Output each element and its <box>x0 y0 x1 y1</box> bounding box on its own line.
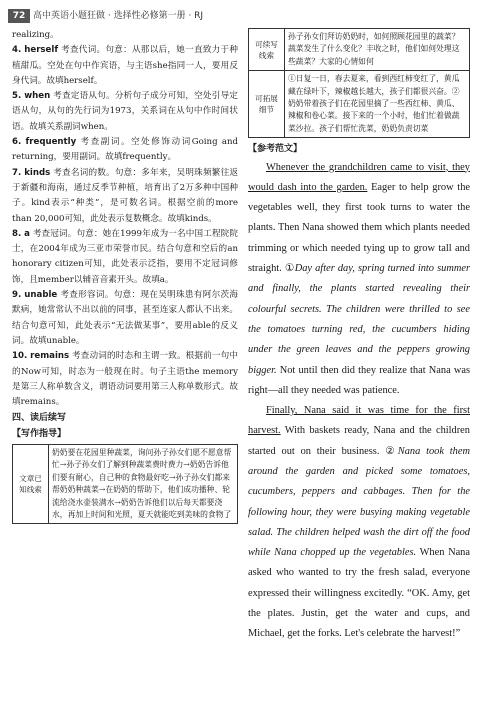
answer-explanation: 考查名词的数。句意：多年来，吴明珠频繁往返于新疆和海南，通过反季节种植，培育出了2万多种中国种子。kind表示“种类”，是可数名词。根据空前的more than 20,000可知，此处表示复数概念。故填kinds。 <box>12 167 238 224</box>
detail-content: ①日复一日，春去夏来，看到西红柿变红了，黄瓜藏在绿叶下，辣椒越长越大，孩子们都很兴奋。②奶奶带着孩子们在花园里摘了一些西红柿、黄瓜、辣椒和卷心菜。接下来的一个小时，他们忙着做蔬菜沙拉。孩子们帮忙洗菜，奶奶负责切菜 <box>285 71 470 138</box>
answer-explanation: 考查冠词。句意：她在1999年成为一名中国工程院院士，在2004年成为三亚市荣誉市民。结合句意和空后的an honorary citizen可知，此处表示泛指，要用不定冠词修饰，且member以辅音音素开头。故填a。 <box>12 228 239 285</box>
sample-paragraph-1 <box>248 158 470 402</box>
answer-item <box>12 89 238 135</box>
answer-item <box>12 349 238 410</box>
answer-number: 6. <box>12 137 22 148</box>
book-title: 高中英语小题狂做 · 选择性必修第一册 · RJ <box>33 11 204 21</box>
answer-number: 8. <box>12 228 22 239</box>
answer-item <box>12 43 238 89</box>
continued-text: realizing。 <box>12 30 59 40</box>
guide-title: 【写作指导】 <box>12 428 67 439</box>
answer-number: 5. <box>12 91 22 102</box>
answer-explanation: 考查代词。句意：从那以后，她一直致力于种植甜瓜。空处在句中作宾语，与主语she指同一人，要用反身代词。故填herself。 <box>12 45 238 86</box>
sample-title: 【参考范文】 <box>248 144 303 155</box>
para2-mark: ② <box>385 445 398 457</box>
guide-table <box>12 444 238 524</box>
guide-content: 奶奶要在花园里种蔬菜，询问孙子孙女们愿不愿意帮忙→孙子孙女们了解到种蔬菜费时费力→奶奶告诉他们要有耐心，自己种的食物最好吃→孙子孙女们都来帮奶奶种蔬菜→在奶奶的帮助下，他们成功播种、轮流给浇水壶装满水→奶奶告诉他们以后每天都要浇水，再加上时间和光照，夏天就能吃到美味的食物了 <box>49 445 238 524</box>
answer-number: 7. <box>12 167 22 178</box>
para2-text-a: With baskets ready, Nana and the children started out on their business. <box>248 425 470 457</box>
para1-italic: Day after day, spring turned into summer and finally, the plants started revealing their colourful secrets. The children were thrilled to see the tomatoes turning red, the cucumbers hiding under the green leaves and the peppers growing bigger. <box>248 263 470 376</box>
para2-italic: Nana took them around the garden and picked some tomatoes, cucumbers, peppers and cabbages. Then for the following hour, they were busying making vegetable salad. The children helped wash the dirt off the food while Nana chopped up the vegetables. <box>248 445 470 559</box>
answer-word: frequently <box>25 137 77 148</box>
topic-sentence-1: Whenever the grandchildren came to visit, they would dash into the garden. <box>248 161 470 193</box>
answer-explanation: 考查动词的时态和主谓一致。根据前一句中的Now可知，时态为一般现在时。句子主语the memory是第三人称单数含义，谓语动词要用第三人称单数形式。故填remains。 <box>12 351 238 408</box>
answer-item <box>12 288 238 349</box>
section-title: 四、读后续写 <box>12 413 67 424</box>
answer-number: 4. <box>12 45 22 56</box>
clue-table <box>248 28 470 138</box>
answer-number: 9. <box>12 290 22 301</box>
clue-label: 可续写线索 <box>249 29 285 71</box>
guide-row <box>13 445 238 524</box>
answer-explanation: 考查副词。空处修饰动词Going and returning，要用副词。故填frequently。 <box>12 137 239 163</box>
guide-label: 文章已知线索 <box>13 445 49 524</box>
detail-label: 可拓展细节 <box>249 71 285 138</box>
answer-word: when <box>24 91 51 102</box>
answer-word: herself <box>24 45 59 56</box>
left-column <box>12 28 238 524</box>
para2-text-b: When Nana asked who wanted to try the fresh salad, everyone expressed their willingness excitedly. “OK. Amy, get the plates. Justin, get the water and cups, and Michael, get the forks. Let's celebrate the harvest!” <box>248 547 470 640</box>
answer-word: remains <box>30 351 70 362</box>
answer-item <box>12 135 238 166</box>
detail-row <box>249 71 470 138</box>
page-header <box>0 0 480 24</box>
answer-word: a <box>24 228 30 239</box>
page-number: 72 <box>8 9 30 23</box>
topic-sentence-2: Finally, Nana said it was time for the first harvest. <box>248 405 470 437</box>
para1-text-a: Eager to help grow the vegetables well, they first took turns to water the plants. Then Nana showed them which plants needed trimming or which needed tying up to grow tall and straight. <box>248 181 470 275</box>
para1-mark: ① <box>284 263 295 275</box>
answer-explanation: 考查定语从句。分析句子成分可知，空处引导定语从句，从句的先行词为1973，关系词在从句中作时间状语。故填关系副词when。 <box>12 91 238 132</box>
answer-word: unable <box>24 290 58 301</box>
answer-item <box>12 166 238 227</box>
answer-list <box>12 43 238 410</box>
clue-row <box>249 29 470 71</box>
sample-paragraph-2 <box>248 401 470 645</box>
answer-item <box>12 227 238 288</box>
answer-explanation: 考查形容词。句意：现在吴明珠患有阿尔茨海默病，她常常认不出以前的同事，甚至连家人都认不出来。结合句意可知，此处表示“无法做某事”，要用able的反义词。故填unable。 <box>12 290 238 346</box>
clue-content: 孙子孙女们拜访奶奶时，如何照顾花园里的蔬菜？蔬菜发生了什么变化？丰收之时，他们如何处理这些蔬菜？大家的心情如何 <box>285 29 470 71</box>
answer-word: kinds <box>24 167 51 178</box>
para1-text-b: Not until then did they realize that Nana was right—all they needed was patience. <box>248 364 470 396</box>
right-column <box>248 28 470 645</box>
answer-number: 10. <box>12 351 28 362</box>
